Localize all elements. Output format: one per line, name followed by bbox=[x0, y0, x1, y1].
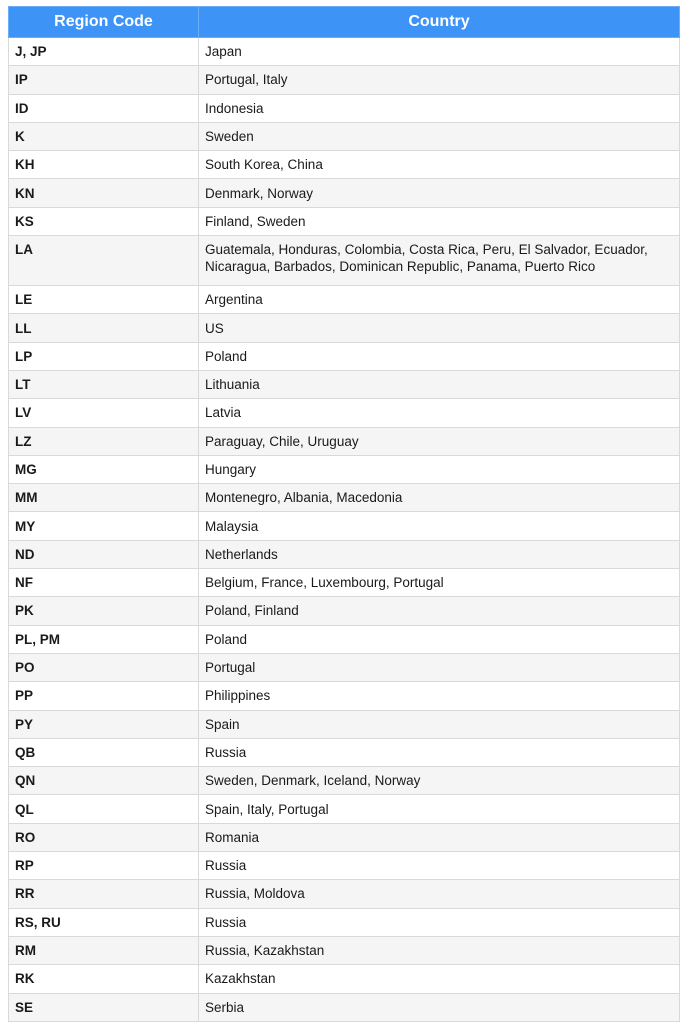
region-code-cell: LV bbox=[9, 399, 199, 427]
table-row bbox=[9, 94, 680, 122]
table-row bbox=[9, 936, 680, 964]
country-cell: Montenegro, Albania, Macedonia bbox=[199, 484, 680, 512]
region-code-cell: QB bbox=[9, 738, 199, 766]
country-cell: Russia, Moldova bbox=[199, 880, 680, 908]
region-code-cell: PY bbox=[9, 710, 199, 738]
table-row bbox=[9, 179, 680, 207]
region-code-cell: MY bbox=[9, 512, 199, 540]
table-row bbox=[9, 880, 680, 908]
country-cell: Russia, Kazakhstan bbox=[199, 936, 680, 964]
table-row bbox=[9, 710, 680, 738]
table-row bbox=[9, 342, 680, 370]
table-row bbox=[9, 540, 680, 568]
country-cell: Kazakhstan bbox=[199, 965, 680, 993]
country-cell: Argentina bbox=[199, 286, 680, 314]
region-code-cell: ID bbox=[9, 94, 199, 122]
country-cell: Belgium, France, Luxembourg, Portugal bbox=[199, 569, 680, 597]
table-header-row bbox=[9, 7, 680, 38]
country-cell: Russia bbox=[199, 852, 680, 880]
table-row bbox=[9, 852, 680, 880]
table-row bbox=[9, 427, 680, 455]
region-code-cell: LE bbox=[9, 286, 199, 314]
country-cell: Russia bbox=[199, 738, 680, 766]
region-code-cell: LP bbox=[9, 342, 199, 370]
header-country: Country bbox=[199, 7, 680, 38]
region-code-cell: LL bbox=[9, 314, 199, 342]
region-code-cell: QL bbox=[9, 795, 199, 823]
table-row bbox=[9, 597, 680, 625]
table-body bbox=[9, 38, 680, 1022]
table-row bbox=[9, 207, 680, 235]
region-code-cell: PP bbox=[9, 682, 199, 710]
country-cell: Spain bbox=[199, 710, 680, 738]
table-row bbox=[9, 512, 680, 540]
region-code-cell: QN bbox=[9, 767, 199, 795]
country-cell: Denmark, Norway bbox=[199, 179, 680, 207]
region-code-cell: ND bbox=[9, 540, 199, 568]
country-cell: Portugal bbox=[199, 653, 680, 681]
table-row bbox=[9, 399, 680, 427]
table-row bbox=[9, 286, 680, 314]
table-row bbox=[9, 653, 680, 681]
region-code-cell: PO bbox=[9, 653, 199, 681]
table-row bbox=[9, 370, 680, 398]
country-cell: Romania bbox=[199, 823, 680, 851]
table-row bbox=[9, 965, 680, 993]
country-cell: Indonesia bbox=[199, 94, 680, 122]
country-cell: Japan bbox=[199, 38, 680, 66]
region-code-cell: KS bbox=[9, 207, 199, 235]
table-row bbox=[9, 314, 680, 342]
table-row bbox=[9, 795, 680, 823]
region-code-cell: RS, RU bbox=[9, 908, 199, 936]
table-row bbox=[9, 122, 680, 150]
header-region-code: Region Code bbox=[9, 7, 199, 38]
country-cell: South Korea, China bbox=[199, 151, 680, 179]
region-code-cell: KN bbox=[9, 179, 199, 207]
country-cell: Sweden bbox=[199, 122, 680, 150]
country-cell: Malaysia bbox=[199, 512, 680, 540]
region-code-cell: PK bbox=[9, 597, 199, 625]
region-code-cell: RK bbox=[9, 965, 199, 993]
table-row bbox=[9, 908, 680, 936]
table-row bbox=[9, 682, 680, 710]
country-cell: Finland, Sweden bbox=[199, 207, 680, 235]
region-code-cell: RM bbox=[9, 936, 199, 964]
region-code-cell: RO bbox=[9, 823, 199, 851]
region-code-cell: LT bbox=[9, 370, 199, 398]
region-code-cell: PL, PM bbox=[9, 625, 199, 653]
country-cell: Poland bbox=[199, 342, 680, 370]
table-row bbox=[9, 66, 680, 94]
country-cell: Netherlands bbox=[199, 540, 680, 568]
region-code-table-container bbox=[8, 6, 679, 1022]
country-cell: US bbox=[199, 314, 680, 342]
region-code-cell: IP bbox=[9, 66, 199, 94]
table-row bbox=[9, 993, 680, 1021]
region-code-cell: NF bbox=[9, 569, 199, 597]
table-row bbox=[9, 569, 680, 597]
region-code-cell: KH bbox=[9, 151, 199, 179]
country-cell: Paraguay, Chile, Uruguay bbox=[199, 427, 680, 455]
region-code-cell: LA bbox=[9, 236, 199, 286]
country-cell: Poland bbox=[199, 625, 680, 653]
region-code-cell: K bbox=[9, 122, 199, 150]
country-cell: Serbia bbox=[199, 993, 680, 1021]
region-code-cell: J, JP bbox=[9, 38, 199, 66]
table-row bbox=[9, 738, 680, 766]
table-row bbox=[9, 38, 680, 66]
region-code-cell: LZ bbox=[9, 427, 199, 455]
table-row bbox=[9, 625, 680, 653]
country-cell: Philippines bbox=[199, 682, 680, 710]
table-row bbox=[9, 455, 680, 483]
country-cell: Lithuania bbox=[199, 370, 680, 398]
table-row bbox=[9, 823, 680, 851]
region-code-table bbox=[8, 6, 680, 1022]
table-row bbox=[9, 236, 680, 286]
region-code-cell: SE bbox=[9, 993, 199, 1021]
table-row bbox=[9, 151, 680, 179]
region-code-cell: RP bbox=[9, 852, 199, 880]
country-cell: Russia bbox=[199, 908, 680, 936]
country-cell: Poland, Finland bbox=[199, 597, 680, 625]
region-code-cell: MG bbox=[9, 455, 199, 483]
country-cell: Portugal, Italy bbox=[199, 66, 680, 94]
country-cell: Hungary bbox=[199, 455, 680, 483]
table-row bbox=[9, 767, 680, 795]
country-cell: Spain, Italy, Portugal bbox=[199, 795, 680, 823]
country-cell: Guatemala, Honduras, Colombia, Costa Rica, Peru, El Salvador, Ecuador, Nicaragua, Barbados, Dominican Republic, Panama, Puerto Rico bbox=[199, 236, 680, 286]
region-code-cell: RR bbox=[9, 880, 199, 908]
region-code-cell: MM bbox=[9, 484, 199, 512]
country-cell: Latvia bbox=[199, 399, 680, 427]
table-row bbox=[9, 484, 680, 512]
country-cell: Sweden, Denmark, Iceland, Norway bbox=[199, 767, 680, 795]
